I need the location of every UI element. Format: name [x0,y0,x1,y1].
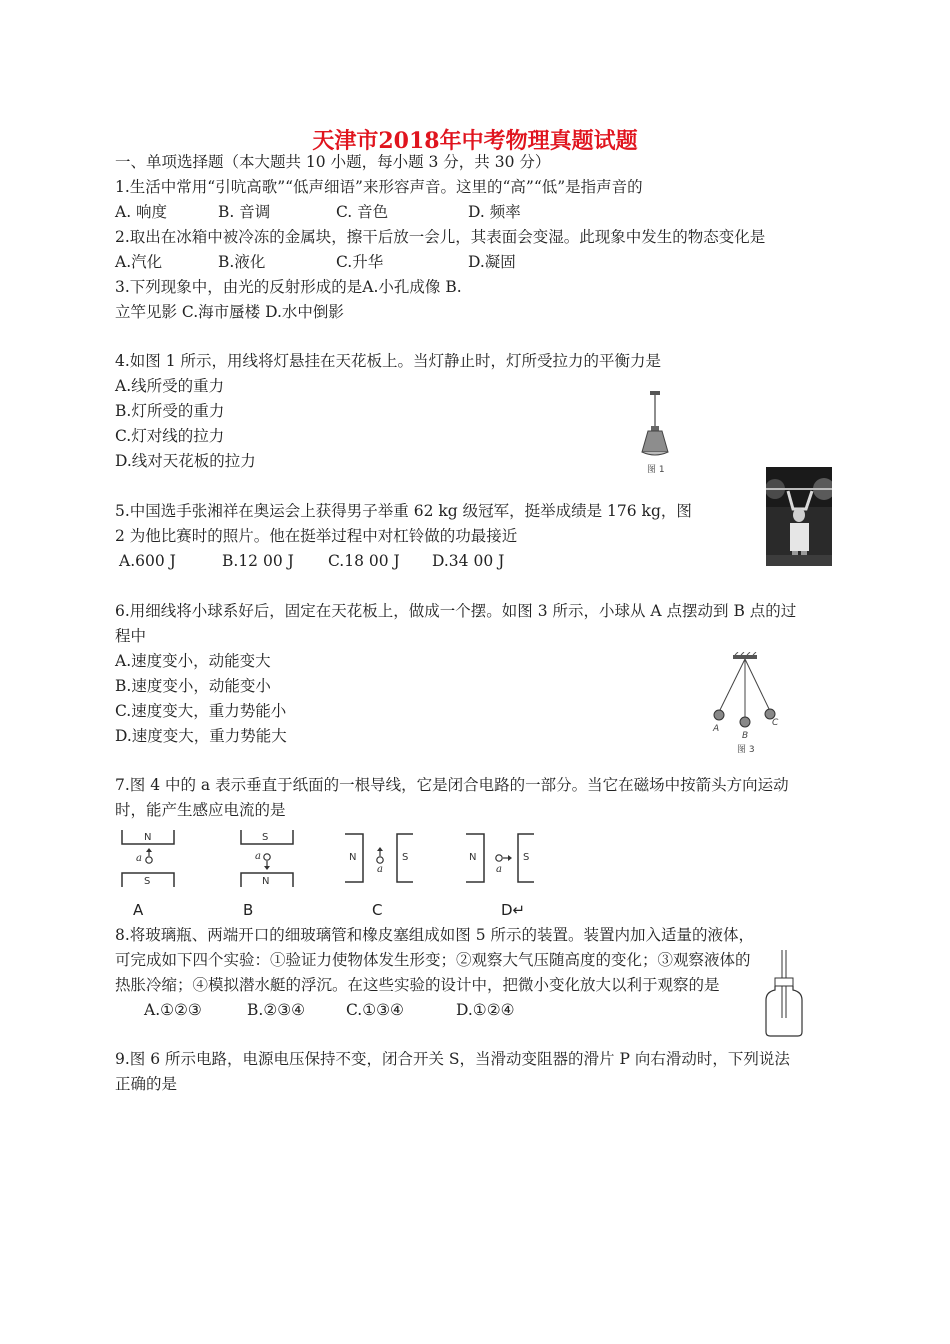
q1-option-c: C. 音色 [336,203,389,221]
figure-4d-label: D↵ [501,901,526,919]
q4-option-c: C.灯对线的拉力 [115,427,225,445]
q8-line2: 可完成如下四个实验：①验证力使物体发生形变；②观察大气压随高度的变化；③观察液体的 [115,951,751,969]
figure-4a-label: A [133,901,144,919]
q7-line1: 7.图 4 中的 a 表示垂直于纸面的一根导线，它是闭合电路的一部分。当它在磁场中按箭头方向运动 [115,776,789,794]
q2-option-a: A.汽化 [115,253,163,271]
q4-option-a: A.线所受的重力 [115,377,225,395]
q6-line2: 程中 [115,627,147,645]
q2-option-b: B.液化 [218,253,266,271]
figure-4b-wire-label: a [255,851,261,862]
figure-4a-bottom-pole: S [144,876,151,887]
pendulum-label-c: C [772,718,779,728]
q4-option-b: B.灯所受的重力 [115,402,225,420]
q2-option-c: C.升华 [336,253,384,271]
q8-option-c: C.①③④ [346,1001,404,1019]
q1-stem: 1.生活中常用“引吭高歌”“低声细语”来形容声音。这里的“高”“低”是指声音的 [115,178,643,196]
figure-4d-right-pole: S [523,852,530,863]
q5-line1: 5.中国选手张湘祥在奥运会上获得男子举重 62 kg 级冠军，挺举成绩是 176 kg，图 [115,502,692,520]
section-heading: 一、单项选择题（本大题共 10 小题，每小题 3 分，共 30 分） [115,153,551,171]
pendulum-label-b: B [742,731,749,741]
q6-option-d: D.速度变大，重力势能大 [115,727,287,745]
q2-stem: 2.取出在冰箱中被冷冻的金属块，擦干后放一会儿，其表面会变湿。此现象中发生的物态变化是 [115,228,766,246]
q1-option-a: A. 响度 [115,203,168,221]
figure-4b-top-pole: S [262,832,269,843]
figure-4d-left-pole: N [469,852,477,863]
figure-4c-left-pole: N [349,852,357,863]
figure-4d-wire-label: a [496,864,502,875]
q6-line1: 6.用细线将小球系好后，固定在天花板上，做成一个摆。如图 3 所示，小球从 A 点摆动到 B 点的过 [115,602,797,620]
q6-option-a: A.速度变小，动能变大 [115,652,271,670]
figure-4b-bottom-pole: N [262,876,270,887]
figure-4b-label: B [243,901,254,919]
q8-option-d: D.①②④ [456,1001,515,1019]
page-title: 天津市2018年中考物理真题试题 [312,128,638,154]
q5-line2: 2 为他比赛时的照片。他在挺举过程中对杠铃做的功最接近 [115,527,518,545]
q5-option-c: C.18 00 J [328,552,400,570]
q7-line2: 时，能产生感应电流的是 [115,801,286,819]
figure-3-caption: 图 3 [737,745,755,755]
figure-4a-top-pole: N [144,832,152,843]
q8-line1: 8.将玻璃瓶、两端开口的细玻璃管和橡皮塞组成如图 5 所示的装置。装置内加入适量的液体， [115,926,755,944]
q9-line1: 9.图 6 所示电路，电源电压保持不变，闭合开关 S，当滑动变阻器的滑片 P 向右滑动时，下列说法 [115,1050,790,1068]
figure-2-weightlifter-photo [766,467,832,566]
q4-option-d: D.线对天花板的拉力 [115,452,256,470]
q4-stem: 4.如图 1 所示，用线将灯悬挂在天花板上。当灯静止时，灯所受拉力的平衡力是 [115,352,662,370]
q1-option-b: B. 音调 [218,203,271,221]
figure-4c-wire-label: a [377,864,383,875]
figure-4c-label: C [372,901,383,919]
q5-option-d: D.34 00 J [432,552,505,570]
figure-4a-wire-label: a [136,853,142,864]
q1-option-d: D. 频率 [468,203,521,221]
q6-option-c: C.速度变大，重力势能小 [115,702,287,720]
q3-line1: 3.下列现象中，由光的反射形成的是A.小孔成像 B. [115,278,462,296]
q5-option-a: A.600 J [119,552,176,570]
q2-option-d: D.凝固 [468,253,516,271]
q8-line3: 热胀冷缩；④模拟潜水艇的浮沉。在这些实验的设计中，把微小变化放大以利于观察的是 [115,976,720,994]
figure-4c-right-pole: S [402,852,409,863]
q5-option-b: B.12 00 J [222,552,294,570]
pendulum-label-a: A [713,724,720,734]
q8-option-a: A.①②③ [144,1001,202,1019]
q8-option-b: B.②③④ [247,1001,306,1019]
figure-5-bottle-apparatus [760,948,810,1038]
q6-option-b: B.速度变小，动能变小 [115,677,271,695]
figure-1-caption: 图 1 [647,465,665,475]
q3-line2: 立竿见影 C.海市蜃楼 D.水中倒影 [115,303,344,321]
q9-line2: 正确的是 [115,1075,178,1093]
